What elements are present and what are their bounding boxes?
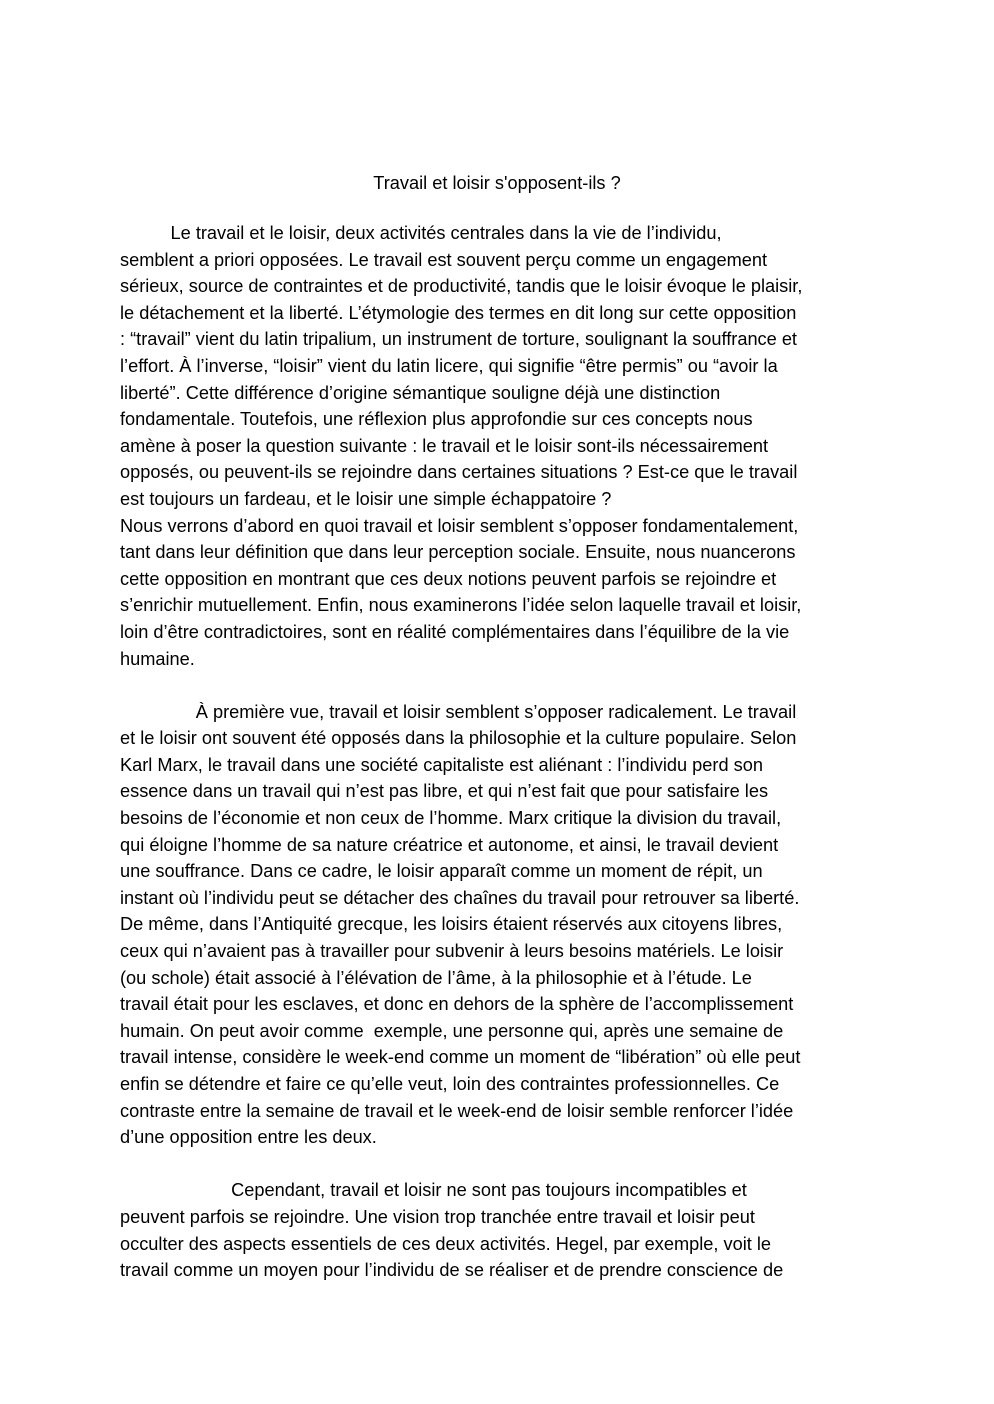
paragraph-part-one: À première vue, travail et loisir semblent s’opposer radicalement. Le travail et le loisir ont souvent été opposés dans la philosophie et la culture populaire. Selon Karl Marx, le travail dans une société capitaliste est aliénant : l’individu perd son essence dans un travail qui n’est pas libre, et qui n’est fait que pour satisfaire les besoins de l’économie et non ceux de l’homme. Marx critique la division du travail, qui éloigne l’homme de sa nature créatrice et autonome, et ainsi, le travail devient une souffrance. Dans ce cadre, le loisir apparaît comme un moment de répit, un instant où l’individu peut se détacher des chaînes du travail pour retrouver sa liberté. De même, dans l’Antiquité grecque, les loisirs étaient réservés aux citoyens libres, ceux qui n’avaient pas à travailler pour subvenir à leurs besoins matériels. Le loisir (ou schole) était associé à l’élévation de l’âme, à la philosophie et à l’étude. Le travail était pour les esclaves, et donc en dehors de la sphère de l’accomplissement humain. On peut avoir comme exemple, une personne qui, après une semaine de travail intense, considère le week-end comme un moment de “libération” où elle peut enfin se détendre et faire ce qu’elle veut, loin des contraintes professionnelles. Ce contraste entre la semaine de travail et le week-end de loisir semble renforcer l’idée d’une opposition entre les deux. (120, 701, 801, 1148)
document-title: Travail et loisir s'opposent-ils ? (373, 173, 621, 193)
paragraph-part-two: Cependant, travail et loisir ne sont pas toujours incompatibles et peuvent parfois se rejoindre. Une vision trop tranchée entre travail et loisir peut occulter des aspects essentiels de ces deux activités. Hegel, par exemple, voit le travail comme un moyen pour l’individu de se réaliser et de prendre conscience de (120, 1180, 784, 1281)
paragraph-intro: Le travail et le loisir, deux activités centrales dans la vie de l’individu, semblent a priori opposées. Le travail est souvent perçu comme un engagement sérieux, source de contraintes et de productivité, tandis que le loisir évoque le plaisir, le détachement et la liberté. L’étymologie des termes en dit long sur cette opposition : “travail” vient du latin tripalium, un instrument de torture, soulignant la souffrance et l’effort. À l’inverse, “loisir” vient du latin licere, qui signifie “être permis” ou “avoir la liberté”. Cette différence d’origine sémantique souligne déjà une distinction fondamentale. Toutefois, une réflexion plus approfondie sur ces concepts nous amène à poser la question suivante : le travail et le loisir sont-ils nécessairement opposés, ou peuvent-ils se rejoindre dans certaines situations ? Est-ce que le travail est toujours un fardeau, et le loisir une simple échappatoire ? (120, 223, 803, 509)
paragraph-spacer (120, 672, 880, 699)
document-body (120, 220, 880, 1284)
paragraph-spacer (120, 1151, 880, 1178)
paragraph-plan: Nous verrons d’abord en quoi travail et loisir semblent s’opposer fondamentalement, tant dans leur définition que dans leur perception sociale. Ensuite, nous nuancerons cette opposition en montrant que ces deux notions peuvent parfois se rejoindre et s’enrichir mutuellement. Enfin, nous examinerons l’idée selon laquelle travail et loisir, loin d’être contradictoires, sont en réalité complémentaires dans l’équilibre de la vie humaine. (120, 515, 802, 669)
